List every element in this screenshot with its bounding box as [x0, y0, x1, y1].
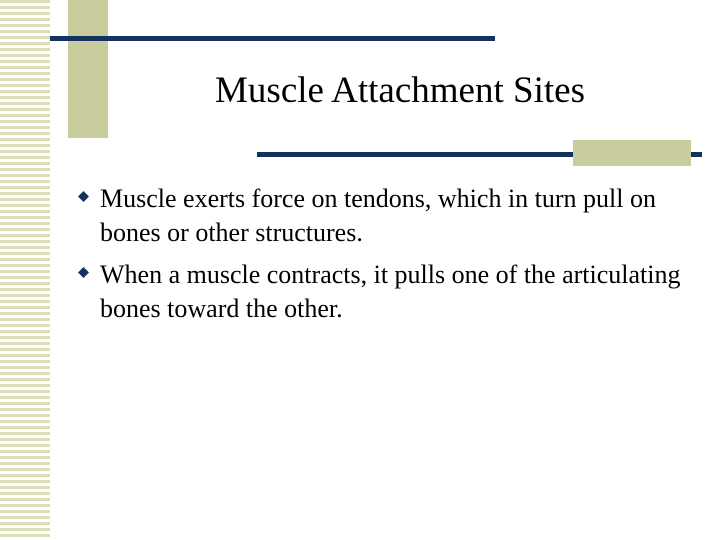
- corner-accent-block: [573, 140, 691, 166]
- bullet-list: [78, 182, 698, 334]
- title-accent-block: [68, 0, 108, 138]
- side-stripe-decoration: [0, 0, 50, 540]
- bullet-item: [78, 258, 698, 326]
- diamond-icon: [78, 191, 89, 202]
- slide-title: Muscle Attachment Sites: [215, 70, 585, 111]
- title-rule-top: [50, 36, 495, 41]
- bullet-text: Muscle exerts force on tendons, which in turn pull on bones or other structures.: [100, 184, 656, 247]
- bullet-item: [78, 182, 698, 250]
- diamond-icon: [78, 267, 89, 278]
- bullet-text: When a muscle contracts, it pulls one of the articulating bones toward the other.: [100, 260, 681, 323]
